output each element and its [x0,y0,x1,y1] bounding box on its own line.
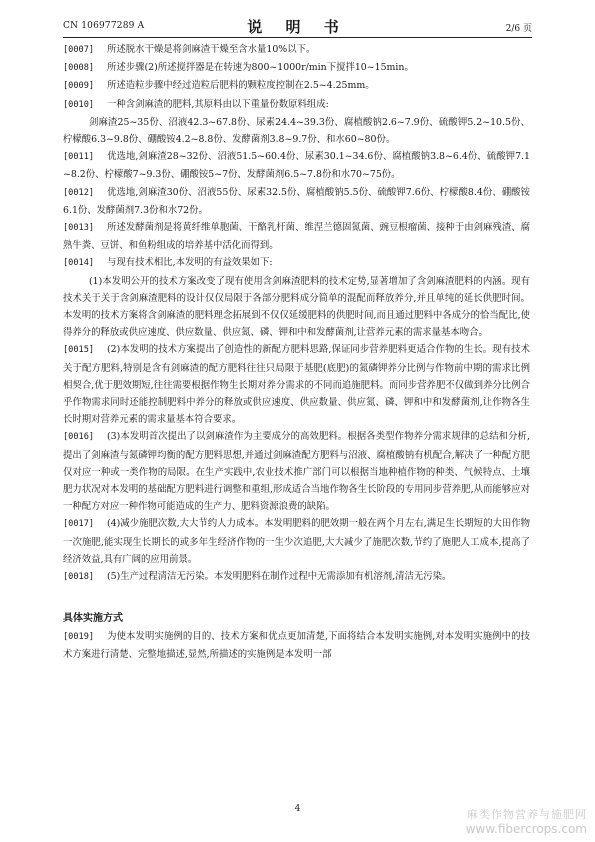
section-heading: 具体实施方式 [63,613,123,625]
document-title: 说 明 书 [247,18,348,36]
page-indicator: 2/6 页 [505,24,532,34]
paragraph-list [63,41,530,586]
paragraph-number: [0008] [63,63,95,74]
paragraph-text: (3)本发明首次提出了以剑麻渣作为主要成分的高效肥料。根据各类型作物养分需求规律的总结和分析,提出了剑麻渣与氮磷钾均衡的配方肥料思想,并通过剑麻渣配方肥料与沼液、腐植酸钠有机配合,解决了一种配方肥仅对应一种或一类作物的局限。在生产实践中,农业技术推广部门可以根据当地种植作物的种类、气候特点、土壤肥力状况对本发明的基础配方肥料进行调整和重组,形成适合当地作物各生长阶段的专用同步营养肥,从而能够应对一种配方对应一种作物可能造成的生产力、肥料资源浪费的缺陷。 [63,431,530,513]
paragraph [63,568,530,586]
paragraph [63,273,530,342]
paragraph-text: 剑麻渣25~35份、沼液42.3~67.8份、尿素24.4~39.3份、腐植酸钠2.6~7.9份、硫酸钾5.2~10.5份、柠檬酸6.3~9.8份、硼酸铵4.2~8.8份、发酵菌剂3.8~9.7份、和水60~80份。 [63,116,530,146]
paragraph [63,114,530,148]
paragraph-number: [0007] [63,45,95,55]
paragraph [63,254,530,272]
paragraph [63,96,530,114]
paragraph-text: 所述发酵菌剂是将黄纤维单胞菌、干酪乳杆菌、维涅兰德固氮菌、豌豆根瘤菌、接种于由剑麻残渣、腐熟牛粪、豆饼、和鱼粉组成的培养基中活化而得到。 [63,222,530,252]
paragraph-number: [0011] [63,152,95,163]
paragraph-text: 为使本发明实施例的目的、技术方案和优点更加清楚,下面将结合本发明实施例,对本发明实施例中的技术方案进行清楚、完整地描述,显然,所描述的实施例是本发明一部 [63,630,530,660]
paragraph-number: [0018] [63,572,95,583]
page-number: 4 [294,804,301,814]
paragraph-text: (1)本发明公开的技术方案改变了现有使用含剑麻渣肥料的技术定势,显著增加了含剑麻渣肥料的内涵。现有技术关于关于含剑麻渣肥料的设计仅仅局限于各部分肥料成分简单的混配而释放养分,并且单纯的延长供肥时间。本发明的技术方案将含剑麻渣的肥料理念拓展到不仅仅延缓肥料的供肥时间,而且通过肥料中各成分的恰当配比,使得养分的释放或供应速度、供应数量、供应氮、磷、钾和中和发酵菌剂,让营养元素的需求量基本吻合。 [63,275,530,339]
paragraph-text: 所述脱水干燥是将剑麻渣干燥至含水量10%以下。 [107,44,316,55]
paragraph [63,77,530,95]
paragraph [63,428,530,515]
paragraph [63,41,530,59]
paragraph-number: [0013] [63,223,95,234]
watermark-text: 麻类作物营养与施肥网 [467,808,587,821]
paragraph-text: 一种含剑麻渣的肥料,其原料由以下重量份数原料组成: [107,98,329,110]
paragraph [63,219,530,254]
document-body [63,41,530,663]
paragraph-number: [0016] [63,432,95,443]
paragraph-number: [0019] [63,631,95,642]
paragraph-text: (5)生产过程清洁无污染。本发明肥料在制作过程中无需添加有机溶剂,清洁无污染。 [107,571,452,583]
paragraph-text: (2)本发明的技术方案提出了创造性的新配方肥料思路,保证同步营养肥料更适合作物的生长。现有技术关于配方肥料,特别是含有剑麻渣的配方肥料往往只局限于基肥(底肥)的氮磷钾养分比例与作物前中期的需求比例相契合,优于肥效期短,往往需要根据作物生长期对养分需求的不同而追施肥料。而同步营养肥不仅做到养分比例合乎作物需求同时还能控制肥料中养分的释放或供应速度、供应数量、供应氮、磷、钾和中和发酵菌剂,让作物各生长时期对营养元素的需求量基本符合要求。 [63,344,530,426]
paragraph-number: [0014] [63,258,95,269]
paragraph-number: [0017] [63,519,95,530]
watermark [466,806,587,836]
paragraph-text: 所述步骤(2)所述搅拌器是在转速为800~1000r/min下搅拌10~15min。 [107,62,414,74]
paragraph [63,148,530,183]
paragraph-text: (4)减少施肥次数,大大节约人力成本。本发明肥料的肥效期一般在两个月左右,满足生长期短的大田作物一次施肥,能实现生长期长的或多年生经济作物的一生少次追肥,大大减少了施肥次数,节约了施肥人工成本,提高了经济效益,具有广阔的应用前景。 [63,518,530,565]
paragraph-text: 所述造粒步骤中经过造粒后肥料的颗粒度控制在2.5~4.25mm。 [107,80,375,92]
paragraph [63,341,530,428]
paragraph-list-after [63,628,530,663]
paragraph-number: [0010] [63,99,95,110]
paragraph-text: 优选地,剑麻渣30份、沼液55份、尿素32.5份、腐植酸钠5.5份、硫酸钾7.6份、柠檬酸8.4份、硼酸铵6.1份、发酵菌剂7.3份和水72份。 [63,186,530,216]
paragraph [63,515,530,568]
watermark-url: www.fibercrops.com [465,822,587,836]
paragraph-number: [0009] [63,81,95,92]
patent-number: CN 106977289 A [63,21,145,31]
paragraph [63,628,530,663]
paragraph [63,184,530,219]
header-divider [63,37,532,38]
paragraph-text: 与现有技术相比,本发明的有益效果如下: [107,257,273,269]
paragraph-number: [0012] [63,187,95,198]
paragraph [63,59,530,77]
paragraph-number: [0015] [63,345,95,356]
paragraph-text: 优选地,剑麻渣28~32份、沼液51.5~60.4份、尿素30.1~34.6份、腐植酸钠3.8~6.4份、硫酸钾7.1~8.2份、柠檬酸7~9.3份、硼酸铵5~7份、发酵菌剂6.5~7.8份和水70~75份。 [63,151,530,181]
